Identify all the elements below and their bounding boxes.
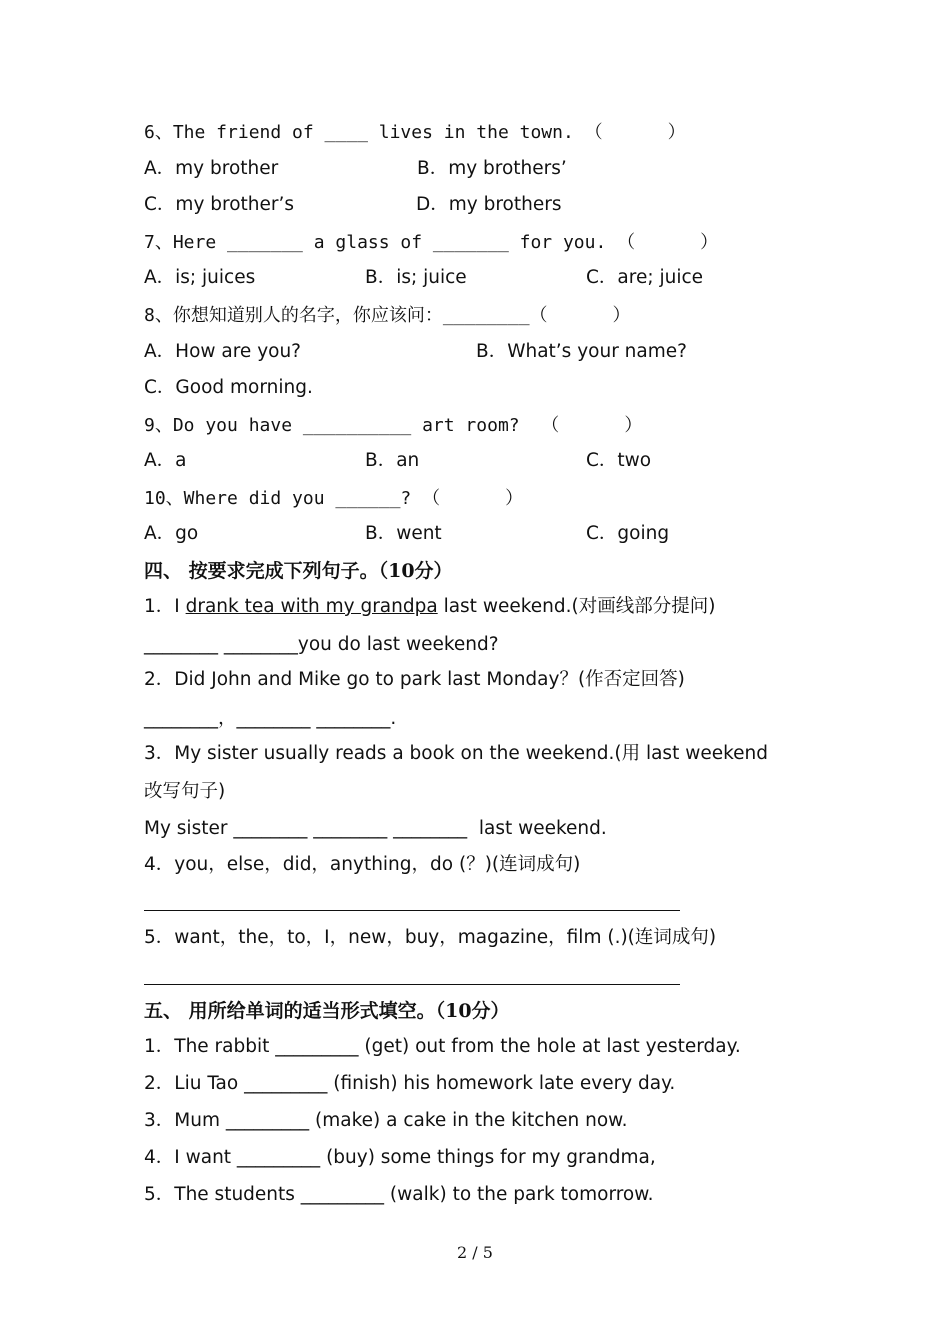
question-7-option-c: C．are; juice [586,267,704,288]
question-6-option-a: A．my brother [144,158,279,179]
section-4-answer-2: ________，________ ________. [144,708,397,729]
question-8-option-a: A．How are you? [144,341,302,362]
question-9-stem: 9、Do you have __________ art room? （ ） [144,415,643,436]
question-10-stem: 10、Where did you ______? （ ） [144,488,524,509]
section-4-answer-1: ________ ________you do last weekend? [144,634,499,655]
question-9-option-c: C．two [586,450,652,471]
page-number: 2 / 5 [457,1243,493,1262]
underlined-phrase: drank tea with my grandpa [185,596,438,617]
question-9-option-a: A．a [144,450,187,471]
answer-line-5 [144,984,680,985]
section-4-question-2: 2．Did John and Mike go to park last Monday？(作否定回答) [144,669,685,690]
question-10-option-c: C．going [586,523,670,544]
question-7-stem: 7、Here _______ a glass of _______ for you. （ ） [144,232,719,253]
section-5-item-2: 2．Liu Tao _________ (finish) his homework late every day. [144,1073,676,1094]
question-7-option-b: B．is; juice [365,267,467,288]
answer-line-4 [144,910,680,911]
question-6-option-d: D．my brothers [416,194,562,215]
section-4-question-3-line-2: 改写句子) [144,781,226,802]
section-5-item-4: 4．I want _________ (buy) some things for my grandma, [144,1147,656,1168]
question-1-suffix: last weekend.(对画线部分提问) [437,596,716,617]
section-5-item-1: 1．The rabbit _________ (get) out from the hole at last yesterday. [144,1036,741,1057]
question-7-option-a: A．is; juices [144,267,256,288]
question-8-option-c: C．Good morning. [144,377,313,398]
section-5-item-3: 3．Mum _________ (make) a cake in the kitchen now. [144,1110,628,1131]
section-4-question-4: 4．you，else，did，anything，do (？)(连词成句) [144,854,581,875]
question-8-option-b: B．What’s your name? [476,341,687,362]
section-4-answer-3: My sister ________ ________ ________ last weekend. [144,818,607,839]
question-9-option-b: B．an [365,450,420,471]
question-10-option-b: B．went [365,523,442,544]
section-5-item-5: 5．The students _________ (walk) to the park tomorrow. [144,1184,654,1205]
question-8-stem: 8、你想知道别人的名字，你应该问：________（ ） [144,305,631,326]
question-1-prefix: 1．I [144,596,186,617]
question-6-stem: 6、The friend of ____ lives in the town. （ ） [144,122,686,143]
section-5-heading: 五、 用所给单词的适当形式填空。（10分） [144,1000,510,1022]
section-4-question-5: 5．want，the，to，I，new，buy，magazine，film (.)(连词成句) [144,927,717,948]
section-4-question-1 [144,594,715,620]
section-4-question-3-line-1: 3．My sister usually reads a book on the weekend.(用 last weekend [144,743,768,764]
section-4-heading: 四、 按要求完成下列句子。（10分） [144,560,453,582]
question-10-option-a: A．go [144,523,199,544]
question-6-option-c: C．my brother’s [144,194,295,215]
question-6-option-b: B．my brothers’ [417,158,567,179]
